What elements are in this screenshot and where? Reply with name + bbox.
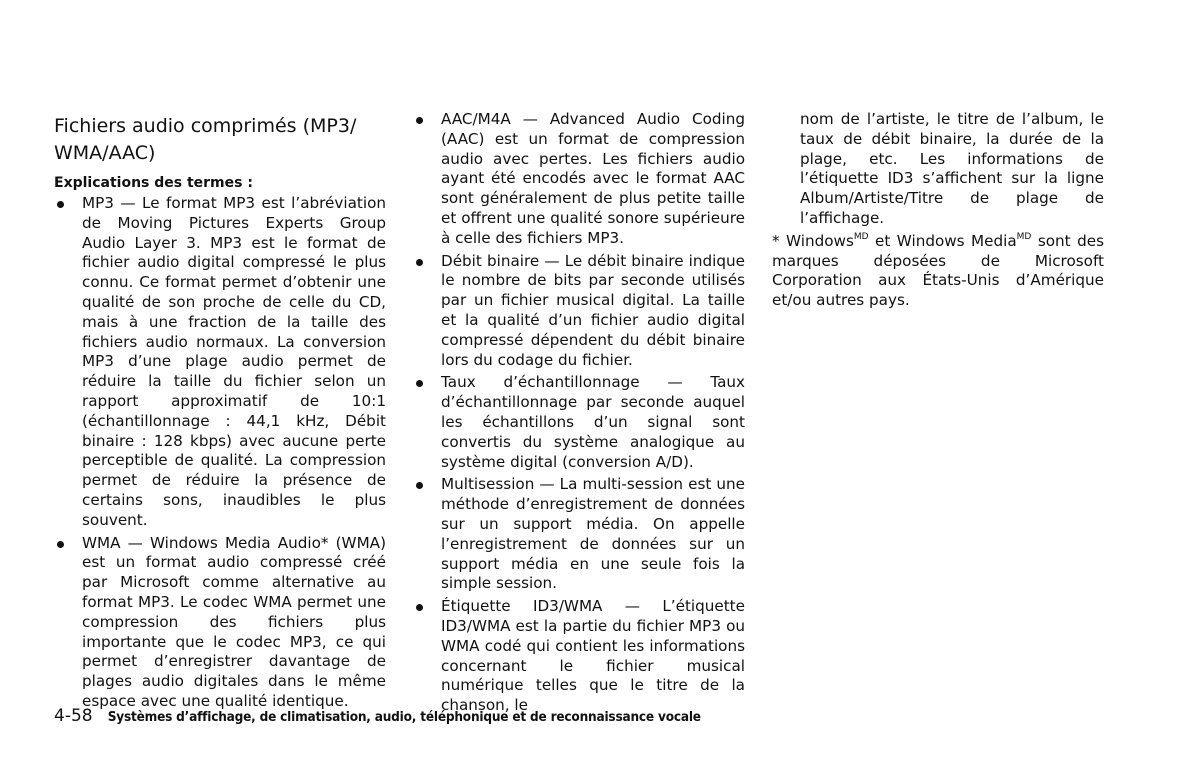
trademark-note [772,232,1104,311]
trademark-suffix: sont des marques déposées de Microsoft Corporation aux États-Unis d’Amérique et/ou autres pays. [772,231,1104,310]
trademark-sup: MD [853,231,869,242]
list-item-text: MP3 — Le format MP3 est l’abréviation de Moving Pictures Experts Group Audio Layer 3. MP3 est le format de fichier audio digital compressé le plus connu. Ce format permet d’obtenir une qualité de son proche de celle du CD, mais à une fraction de la taille des fichiers audio normaux. La conversion MP3 d’une plage audio permet de réduire la taille du fichier selon un rapport approximatif de 10:1 (échantillonnage : 44,1 kHz, Débit binaire : 128 kbps) avec aucune perte perceptible de qualité. La compression permet de réduire la présence de certains sons, inaudibles le plus souvent. [82,194,386,529]
list-item [413,475,745,594]
list-item [413,110,745,249]
list-item-continuation: nom de l’artiste, le titre de l’album, le taux de débit binaire, la durée de la plage, etc. Les informations de l’étiquette ID3 s’affichent sur la ligne Album/Artiste/Titre de plage de l’affichage. [800,110,1104,227]
trademark-prefix: * Windows [772,231,854,250]
list-item [54,194,386,531]
column-right [772,110,1104,311]
list-item [413,252,745,371]
list-item-text: WMA — Windows Media Audio* (WMA) est un format audio compressé créé par Microsoft comme alternative au format MP3. Le codec WMA permet une compression des fichiers plus importante que le codec MP3, ce qui permet d’enregistrer davantage de plages audio digitales dans le même espace avec une qualité identique. [82,533,386,710]
column-middle [413,110,745,719]
section-title-line2: WMA/AAC) [54,142,156,164]
list-item [413,373,745,472]
list-item-text: Débit binaire — Le débit binaire indique le nombre de bits par seconde utilisés par un fichier musical digital. La taille et la qualité d’un fichier audio digital compressé dépendent du débit binaire lors du codage du fichier. [441,251,745,369]
subheading: Explications des termes : [54,175,253,191]
chapter-title: Systèmes d’affichage, de climatisation, audio, téléphonique et de reconnaissance vocale [107,709,701,725]
list-item-text: AAC/M4A — Advanced Audio Coding (AAC) est un format de compression audio avec pertes. Les fichiers audio ayant été encodés avec le format AAC sont généralement de plus petite taille et offrent une qualité sonore supérieure à celle des fichiers MP3. [441,110,745,247]
trademark-sup: MD [1016,231,1032,242]
section-title [54,113,386,167]
trademark-middle: et Windows Media [868,231,1017,250]
list-item-text: Étiquette ID3/WMA — L’étiquette ID3/WMA est la partie du fichier MP3 ou WMA codé qui contient les informations concernant le fichier musical numérique telles que le titre de la chanson, le [441,597,745,715]
section-title-line1: Fichiers audio comprimés (MP3/ [54,115,357,137]
page-number: 4-58 [54,706,93,726]
column-left [54,113,386,715]
page-footer [54,706,1154,732]
list-item [54,534,386,712]
list-item [413,597,745,716]
list-item-text: Taux d’échantillonnage — Taux d’échantillonnage par seconde auquel les échantillons d’un signal sont convertis du système analogique au système digital (conversion A/D). [441,373,745,471]
list-item-text: Multisession — La multi-session est une méthode d’enregistrement de données sur un support média. On appelle l’enregistrement de données sur un support média en une seule fois la simple session. [441,475,745,593]
